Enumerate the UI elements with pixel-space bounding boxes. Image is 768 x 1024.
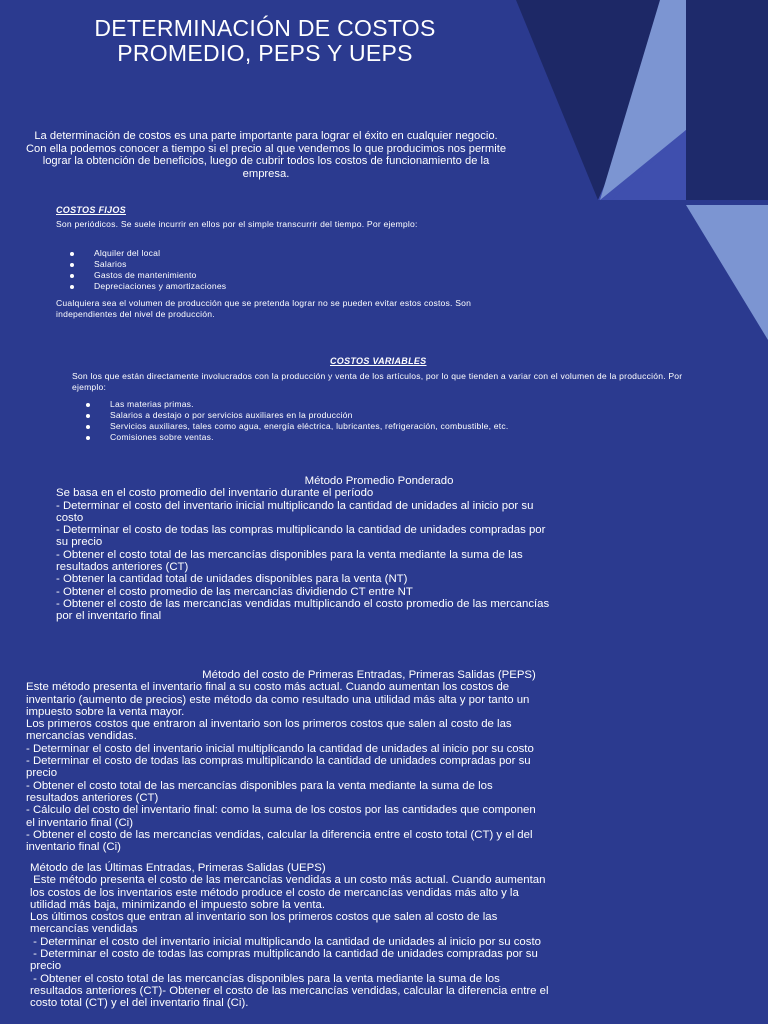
text-line: Los últimos costos que entran al inventario son los primeros costos que salen al costo de las — [30, 911, 498, 924]
fifo-section — [26, 669, 726, 853]
variable-costs-description: Son los que están directamente involucrados con la producción y venta de los artículos, por lo que tienden a variar con el volumen de la producción. Por ejemplo: — [72, 371, 683, 392]
text-line: inventario (aumento de precios) este método da como resultado una utilidad más alta y por tanto un — [26, 693, 530, 706]
text-line: precio — [30, 960, 62, 973]
text-line: utilidad más baja, minimizando el impuesto sobre la venta. — [30, 898, 326, 911]
fixed-costs-heading-text: COSTOS FIJOS — [56, 205, 126, 215]
text-line: los costos de los inventarios este método produce el costo de mercancías vendidas más alto y la — [30, 886, 519, 899]
text-line: resultados anteriores (CT) — [56, 561, 189, 574]
text-line: - Determinar el costo del inventario inicial multiplicando la cantidad de unidades al inicio por su — [56, 499, 534, 512]
fifo-heading: Método del costo de Primeras Entradas, Primeras Salidas (PEPS) — [202, 669, 536, 681]
lifo-heading: Método de las Últimas Entradas, Primeras Salidas (UEPS) — [30, 862, 326, 874]
list-item: Depreciaciones y amortizaciones — [56, 281, 456, 292]
intro-paragraph: La determinación de costos es una parte importante para lograr el éxito en cualquier negocio. Con ella podemos conocer a tiempo si el precio al que vendemos lo que producimos nos permite lograr la obtención de beneficios, luego de cubrir todos los costos de funcionamiento de la empresa. — [25, 130, 507, 180]
text-line: - Determinar el costo de todas las compras multiplicando la cantidad de unidades compradas por su — [26, 755, 531, 768]
text-line: mercancías vendidas. — [26, 730, 137, 743]
text-line: - Obtener el costo de las mercancías vendidas, calcular la diferencia entre el costo total (CT) y el del — [26, 828, 533, 841]
text-line: - Obtener el costo total de las mercancías disponibles para la venta mediante la suma de los — [26, 779, 493, 792]
text-line: - Obtener la cantidad total de unidades disponibles para la venta (NT) — [56, 573, 408, 586]
list-item: Servicios auxiliares, tales como agua, energía eléctrica, lubricantes, refrigeración, combustible, etc. — [72, 421, 712, 432]
weighted-average-section — [56, 475, 716, 623]
fixed-costs-heading — [56, 200, 126, 218]
fixed-costs-description: Son periódicos. Se suele incurrir en ellos por el simple transcurrir del tiempo. Por ejemplo: — [56, 219, 418, 229]
list-item: Salarios — [56, 259, 456, 270]
variable-costs-heading — [330, 351, 426, 369]
list-item: Gastos de mantenimiento — [56, 270, 456, 281]
text-line: costo total (CT) y el del inventario final (Ci). — [30, 997, 249, 1010]
list-item: Las materias primas. — [72, 399, 712, 410]
text-line: Este método presenta el costo de las mercancías vendidas a un costo más actual. Cuando aumentan — [30, 874, 546, 887]
text-line: Se basa en el costo promedio del inventario durante el período — [56, 487, 374, 500]
text-line: - Cálculo del costo del inventario final: como la suma de los costos por las cantidades que componen — [26, 804, 536, 817]
title-line-1: DETERMINACIÓN DE COSTOS — [94, 15, 436, 41]
text-line: mercancías vendidas — [30, 923, 138, 936]
text-line: - Determinar el costo del inventario inicial multiplicando la cantidad de unidades al inicio por su costo — [26, 742, 534, 755]
variable-costs-heading-text: COSTOS VARIABLES — [330, 356, 427, 366]
text-line: - Determinar el costo de todas las compras multiplicando la cantidad de unidades compradas por su — [30, 948, 538, 961]
text-line: inventario final (Ci) — [26, 841, 121, 854]
text-line: costo — [56, 511, 84, 524]
text-line: - Determinar el costo del inventario inicial multiplicando la cantidad de unidades al inicio por su costo — [30, 935, 541, 948]
list-item: Comisiones sobre ventas. — [72, 432, 712, 443]
text-line: Este método presenta el inventario final a su costo más actual. Cuando aumentan los costos de — [26, 681, 510, 694]
text-line: - Obtener el costo de las mercancías vendidas multiplicando el costo promedio de las mercancías — [56, 597, 550, 610]
lifo-section — [30, 862, 730, 1010]
text-line: su precio — [56, 536, 103, 549]
text-line: - Obtener el costo total de las mercancías disponibles para la venta mediante la suma de los — [30, 972, 500, 985]
text-line: Los primeros costos que entraron al inventario son los primeros costos que salen al costo de las — [26, 718, 512, 731]
text-line: resultados anteriores (CT)- Obtener el costo de las mercancías vendidas, calcular la diferencia entre el — [30, 984, 549, 997]
text-line: - Determinar el costo de todas las compras multiplicando la cantidad de unidades compradas por — [56, 524, 546, 537]
text-line: precio — [26, 767, 58, 780]
list-item: Salarios a destajo o por servicios auxiliares en la producción — [72, 410, 712, 421]
weighted-average-heading: Método Promedio Ponderado — [304, 475, 454, 487]
text-line: - Obtener el costo promedio de las mercancías dividiendo CT entre NT — [56, 585, 413, 598]
variable-costs-list — [72, 399, 712, 443]
text-line: el inventario final (Ci) — [26, 816, 133, 829]
list-item: Alquiler del local — [56, 248, 456, 259]
text-line: resultados anteriores (CT) — [26, 791, 159, 804]
page-title — [30, 16, 500, 66]
text-line: - Obtener el costo total de las mercancías disponibles para la venta mediante la suma de las — [56, 548, 523, 561]
title-line-2: PROMEDIO, PEPS Y UEPS — [117, 40, 413, 66]
fixed-costs-list — [56, 248, 456, 292]
text-line: por el inventario final — [56, 610, 162, 623]
text-line: impuesto sobre la venta mayor. — [26, 705, 185, 718]
fixed-costs-closing: Cualquiera sea el volumen de producción que se pretenda lograr no se pueden evitar estos costos. Son independientes del nivel de producción. — [56, 298, 472, 319]
